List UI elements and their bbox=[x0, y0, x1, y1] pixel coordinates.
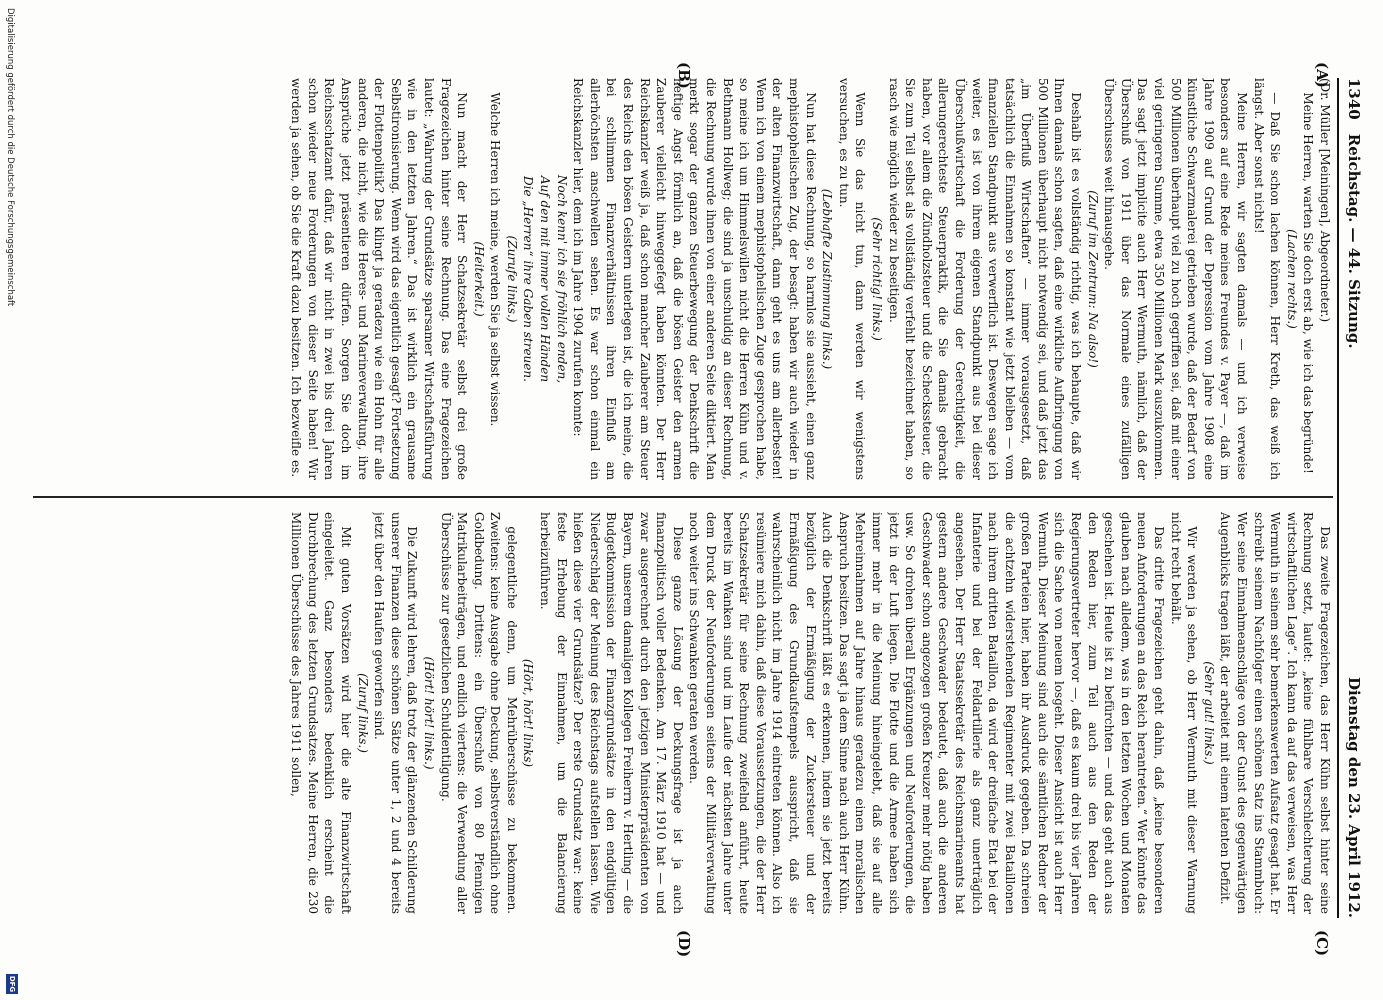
interjection-line: (Zurufe links.) bbox=[504, 235, 519, 323]
interjection-line: (Lachen rechts.) bbox=[1284, 229, 1299, 329]
paragraph: Welche Herren ich meine, werden Sie ja selbst wissen. bbox=[488, 92, 503, 427]
margin-marker-c: (C) bbox=[1313, 930, 1331, 957]
interjection-line: (Hört! hört! links.) bbox=[421, 656, 436, 770]
paragraph: Das dritte Fragezeichen geht dahin, daß „keine besonderen neuen Anforderungen an das Reich herantreten.“ Wer könnte das glauben nach alledem, was in den letzten Wochen und Monaten geschehen ist. Heute ist zu befürchten — und das geht auch aus den Reden hier, zum Teil auch aus den Reden der Regierungsvertreter hervor —, daß es kaum drei bis vier Jahren sich die Sache von neuem losgeht. Dieser Ansicht ist auch Herr Wermuth. Dieser Meinung sind auch die sämtlichen Redner der großen Parteien hier, haben ihr Ausdruck gegeben. Da schreien die achtzehn widerstehenden Regimenter mit zwei Bataillonen nach ihrem dritten Bataillon, da wird der dreifache Etat bei der Infanterie und bei der Feldartillerie als ganz unerträglich angesehen. Der Herr Staatssekretär des Reichsmarineamts hat gestern andere Geschwader bedeutet, daß auch die anderen Geschwader schon angezogen großen Kreuzer mehr nötig haben usw. So drohen überall Ergänzungen und Neuforderungen, die jetzt in der Luft liegen. Die Flotte und die Armee haben sich immer mehr in die Meinung hineingelebt, daß sie auf alle Mehreinnahmen auf Jahre hinaus geradezu einen moralischen Anspruch besitzen. Das sagt ja dem Sinne nach auch Herr Kühn. Auch die Denkschrift läßt es erkennen, indem sie jetzt bereits bezüglich der Ermäßigung der Zuckersteuer und der Ermäßigung des Grundkaufstempels ausspricht, daß sie wahrscheinlich nicht im Jahre 1914 eintreten können. Also ich resümiere mich dahin, daß diese Voraussetzungen, die der Herr Schatzsekretär für seine Rechnung zweifelnd anführt, heute bereits im Wanken sind und im Laufe der nächsten Jahre unter dem Druck der Neuforderungen seitens der Militärverwaltung noch weiter ins Schwanken geraten werden. bbox=[687, 512, 1167, 914]
margin-marker-b: (B) bbox=[675, 62, 693, 89]
interjection-line: (Zuruf im Zentrum: Na also!) bbox=[1085, 190, 1100, 368]
text-column-left bbox=[33, 78, 1333, 480]
paragraph: Diese ganze Lösung der Deckungsfrage ist ja auch finanzpolitisch voller Bedenken. Am 17. März 1910 hat — und zwar ausgerechnet durch den jetzigen Ministerpräsidenten von Bayern, unserem damaligen Kollegen Freiherrn v. Hertling — die Budgetkommission der Finanzgrundsätze in den endgültigen Niederschlag der Meinung des Reichstags aufstellen lassen. Wie hießen diese vier Grundsätze? Der erste Grundsatz war: keine feste Erhebung der Einnahmen, um die Balancierung herbeizuführen. bbox=[538, 512, 685, 914]
margin-marker-d: (D) bbox=[675, 930, 693, 958]
paragraph: Deshalb ist es vollständig richtig, was ich behaupte, daß wir Ihnen damals schon sagten, daß eine wirkliche Aufbringung von 500 Millionen überhaupt nicht notwendig sei, und daß jetzt das „im Überfluß Wirtschaften“ — immer vorausgesetzt, daß tatsächlich die Einnahmen so konstant wie jetzt bleiben — vom finanziellen Standpunkt aus verwerflich ist. Deswegen sage ich weiter, es ist von ihrem eigenen Standpunkt aus bei dieser Überschußwirtschaft die Forderung der Gerechtigkeit, die allerungerechteste Steuerpraktik, die Sie damals gebracht haben, vor allem die Zündholzsteuer und die Scheckssteuer, die Sie zum Teil selbst als vollständig verfehlt bezeichnet haben, so rasch wie möglich wieder zu beseitigen. bbox=[886, 78, 1084, 480]
interjection-line: Noch kenn' ich sie fröhlich enden, bbox=[554, 174, 569, 384]
paragraph: (Dr. Müller [Meiningen], Abgeordneter.) bbox=[1318, 78, 1332, 323]
interjection-line: Auf den mit immer vollen Händen bbox=[538, 175, 553, 383]
paragraph: Mit guten Vorsätzen wird hier die alte Finanzwirtschaft eingeleitet. Ganz besonders bedenklich erscheint die Durchbrechung des letzten Grundsatzes. Meine Herren, die 230 Millionen Überschüsse des Jahres 1911 sollen, bbox=[289, 512, 353, 914]
session-title: Reichstag. — 44. Sitzung. bbox=[1345, 133, 1363, 349]
paragraph: Wir werden ja sehen, ob Herr Wermuth mit dieser Warnung nicht recht behält. bbox=[1168, 512, 1200, 914]
session-date: Dienstag den 23. April 1912. bbox=[1345, 676, 1363, 918]
paragraph: gelegentliche denn, um Mehrüberschüsse zu bekommen. Zweitens: keine Ausgabe ohne Deckung, selbstverständlich ohne Goldbedung. Drittens: ein Überschuß von 80 Pfennigen Matrikularbeiträgen, und endlich viertens: die Verwendung aller Überschüsse zur gesetzlichen Schuldentilgung. bbox=[438, 512, 519, 914]
interjection-line: (Hört, hört! links) bbox=[521, 658, 536, 768]
paragraph: Nun hat diese Rechnung, so harmlos sie aussieht, einen ganz mephistophelischen Zug, der besagt: haben wir auch wieder in der alten Finanzwirtschaft, dann geht es uns am allerbesten! Wenn ich von einem mephistophelischen Zuge gesprochen habe, so meine ich um Himmelswillen nicht die Herren Kühn und v. Bethmann Hollweg; die sind ja unschuldig an dieser Rechnung, die Rechnung wurde ihnen von einer anderen Seite diktiert. Man merkt sogar der ganzen Steuerbewegung der Denkschrift die heftige Angst förmlich an, daß die bösen Geister den armen Zauberer vielleicht hinweggefegt haben könnten. Der Herr Reichskanzler weiß ja, daß schon mancher Zauberer am Steuer des Reichs den bösen Geistern unterlegen ist, die ich meine, die bei schlimmen Finanzverhältnissen ihren Einfluß am allerhöchsten anschwellen sehen. Es war schon einmal ein Reichskanzler hier, dem ich im Jahre 1904 zurufen konnte: bbox=[571, 78, 818, 480]
page-number: 1340 bbox=[1345, 78, 1363, 120]
margin-marker-a: (A) bbox=[1313, 62, 1331, 88]
column-divider bbox=[33, 496, 1333, 498]
running-header bbox=[1337, 78, 1369, 918]
paragraph: Meine Herren, wir sagten damals — und ich verweise besonders auf eine Rede meines Freundes v. Payer —, daß im Jahre 1909 auf Grund der Depression vom Jahre 1908 eine künstliche Schwarzmalerei getrieben wurde, daß der Bedarf von 500 Millionen überhaupt viel zu hoch gegriffen sei, daß mit einer viel geringeren Summe, etwa 350 Millionen Mark auszukommen. Das sagt jetzt implicite auch Herr Wermuth, nämlich, daß der Überschuß von 1911 über das Normale eines zufälligen Überschusses weit hinausgehe. bbox=[1102, 78, 1250, 480]
interjection-line: (Heiterkeit.) bbox=[471, 241, 486, 317]
paragraph: Meine Herren, warten Sie doch erst ab, wie ich das begründe! bbox=[1301, 92, 1316, 474]
paragraph: Das zweite Fragezeichen, das Herr Kühn selbst hinter seine Rechnung setzt, lautet: „keine fühlbare Verschlechterung der wirtschaftlichen Lage“. Ich kann da auf das verweisen, was Herr Wermuth in seinem sehr bemerkenswerten Aufsatz gesagt hat. Er schreibt seinem Nachfolger einen schönen Satz ins Stammbuch: Wer seine Einnahmeanschläge von der Gunst des gegenwärtigen Augenblicks tragen läßt, der arbeitet mit einem latenten Defizit. bbox=[1218, 512, 1332, 914]
paragraph: Wenn Sie das nicht tun, dann werden wir wenigstens versuchen, es zu tun. bbox=[836, 78, 868, 480]
text-column-right bbox=[33, 512, 1333, 914]
interjection-line: Die „Herren“ ihre Gaben streuen. bbox=[521, 176, 536, 382]
dfg-logo: DFG bbox=[8, 975, 16, 993]
funding-note: Digitalisierung gefördert durch die Deutsche Forschungsgemeinschaft bbox=[5, 8, 15, 307]
paragraph: — Daß Sie schon lachen können, Herr Kreth, das weiß ich längst. Aber sonst nichts! bbox=[1251, 78, 1283, 480]
paragraph: Die Zukunft wird lehren, daß trotz der glänzenden Schilderung unserer Finanzen diese schönen Sätze unter 1, 2 und 4 bereits jetzt über den Haufen geworfen sind. bbox=[372, 512, 420, 914]
interjection-line: (Sehr richtig! links.) bbox=[869, 217, 884, 341]
paragraph: Nun macht der Herr Schatzsekretär selbst drei große Fragezeichen hinter seine Rechnung. Das eine Fragezeichen lautet: „Wahrung der Grundsätze sparsamer Wirtschaftsführung wie in den letzten Jahren.“ Das ist wirklich ein grausame Selbstironisierung. Wenn wird das eigentlich gesagt? Fortsetzung der Flottenpolitik? Das klingt ja geradezu wie ein Hohn für alle anderen, die nicht, wie die Heeres- und Marineverwaltung, ihre Ansprüche jetzt präsentieren dürfen. Sorgen Sie doch im Reichsschatzamt dafür, daß wir nicht in zwei bis drei Jahren schon wieder neue Forderungen von dieser Seite haben! Wir werden ja sehen, ob Sie die Kraft dazu besitzen. Ich bezweifle es. bbox=[289, 78, 470, 480]
interjection-line: (Lebhafte Zustimmung links.) bbox=[820, 188, 835, 370]
interjection-line: (Sehr gut! links.) bbox=[1201, 661, 1216, 765]
interjection-line: (Zuruf links.) bbox=[355, 673, 370, 753]
